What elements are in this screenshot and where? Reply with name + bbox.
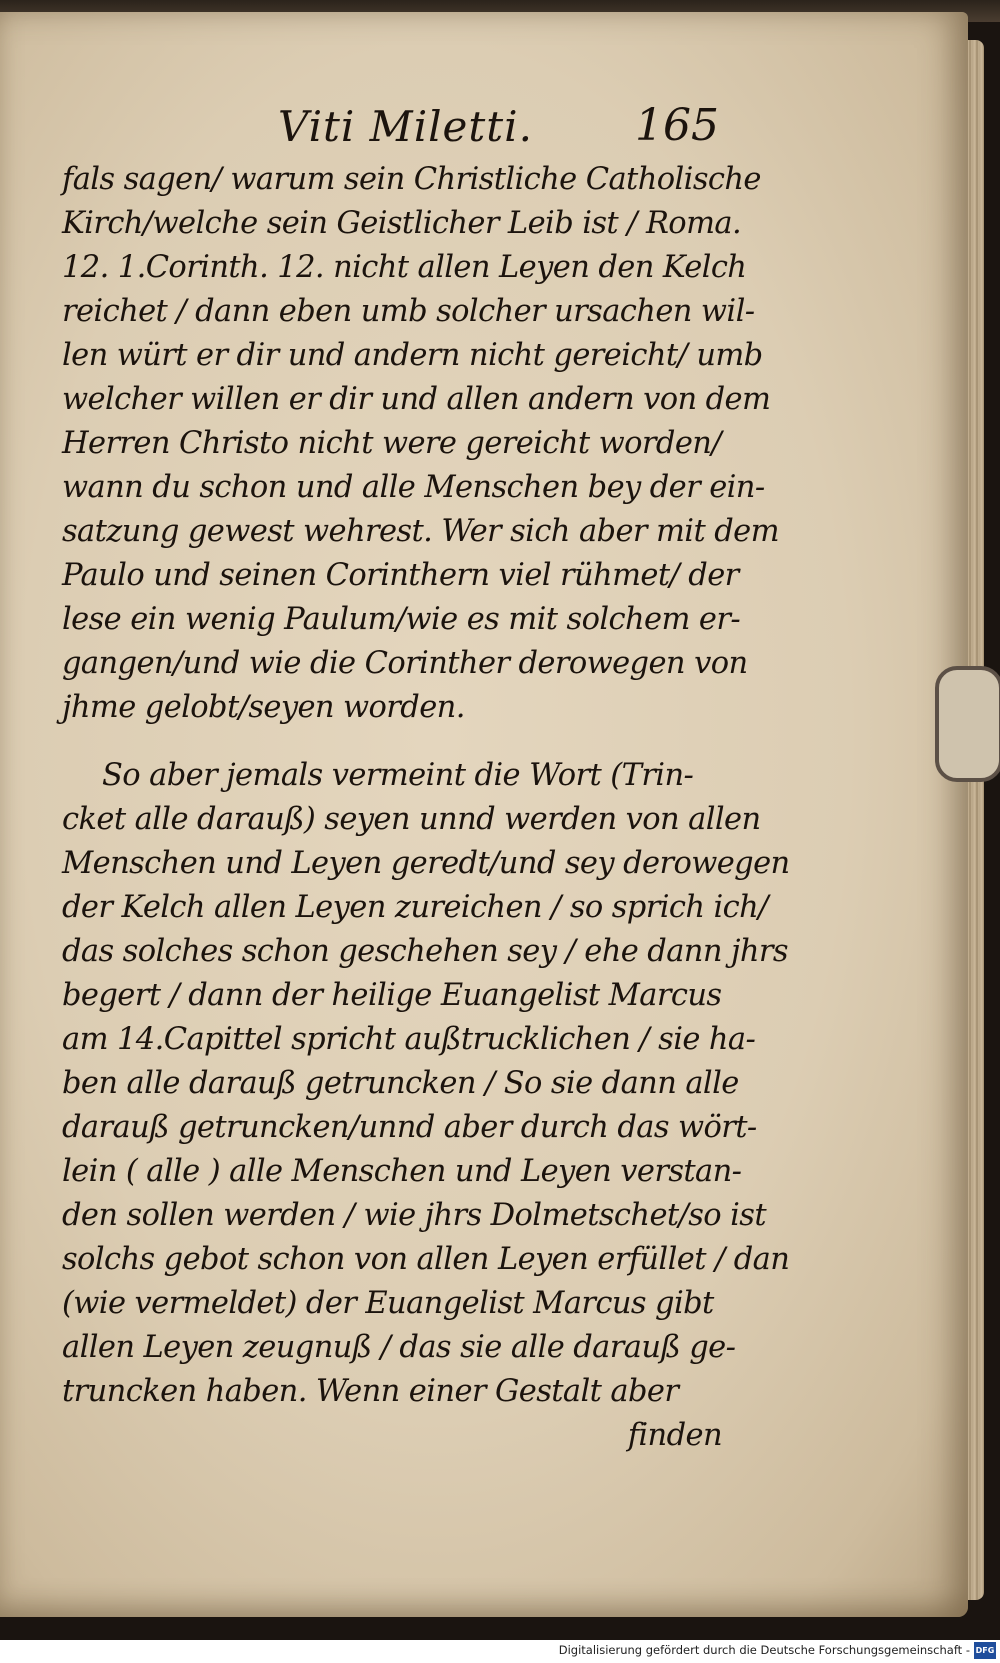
text-line: fals sagen/ warum sein Christliche Catholische (62, 162, 761, 197)
footer-bar (0, 1640, 1000, 1663)
text-line: welcher willen er dir und allen andern von dem (62, 382, 771, 417)
paragraph-1 (62, 158, 779, 730)
text-line: wann du schon und alle Menschen bey der ein- (62, 470, 765, 505)
page-clip-tab (935, 666, 1000, 782)
text-line: 12. 1.Corinth. 12. nicht allen Leyen den Kelch (62, 250, 747, 285)
text-line: am 14.Capittel spricht außtrucklichen / sie ha- (62, 1022, 756, 1057)
text-line: Menschen und Leyen geredt/und sey derowegen (62, 846, 790, 881)
text-line: cket alle darauß) seyen unnd werden von allen (62, 802, 761, 837)
text-block (62, 158, 790, 1458)
dfg-logo: DFG (974, 1642, 996, 1659)
page-header (60, 94, 730, 164)
text-line: ben alle darauß getruncken / So sie dann alle (62, 1066, 739, 1101)
text-line: lein ( alle ) alle Menschen und Leyen verstan- (62, 1154, 742, 1189)
text-line: allen Leyen zeugnuß / das sie alle darauß ge- (62, 1330, 736, 1365)
text-line: lese ein wenig Paulum/wie es mit solchem er- (62, 602, 741, 637)
page-number: 165 (635, 100, 719, 151)
text-line: reichet / dann eben umb solcher ursachen wil- (62, 294, 755, 329)
text-line: len würt er dir und andern nicht gereicht/ umb (62, 338, 763, 373)
text-line: (wie vermeldet) der Euangelist Marcus gibt (62, 1286, 714, 1321)
funding-credit: Digitalisierung gefördert durch die Deutsche Forschungsgemeinschaft - (558, 1643, 970, 1657)
text-line: Herren Christo nicht were gereicht worden/ (62, 426, 722, 461)
text-line: das solches schon geschehen sey / ehe dann jhrs (62, 934, 788, 969)
text-line: solchs gebot schon von allen Leyen erfüllet / dan (62, 1242, 790, 1277)
text-line: darauß getruncken/unnd aber durch das wört- (62, 1110, 757, 1145)
text-line: begert / dann der heilige Euangelist Marcus (62, 978, 722, 1013)
text-line: satzung gewest wehrest. Wer sich aber mit dem (62, 514, 779, 549)
text-line: gangen/und wie die Corinther derowegen von (62, 646, 748, 681)
text-line: der Kelch allen Leyen zureichen / so sprich ich/ (62, 890, 768, 925)
catchword: finden (627, 1418, 722, 1453)
text-line: So aber jemals vermeint die Wort (Trin- (102, 758, 694, 793)
text-line: den sollen werden / wie jhrs Dolmetschet/so ist (62, 1198, 767, 1233)
paragraph-2 (62, 754, 790, 1458)
text-line: Kirch/welche sein Geistlicher Leib ist / Roma. (62, 206, 742, 241)
book-page (0, 12, 968, 1617)
text-line: truncken haben. Wenn einer Gestalt aber (62, 1374, 679, 1409)
text-line: jhme gelobt/seyen worden. (62, 690, 465, 725)
text-line: Paulo und seinen Corinthern viel rühmet/ der (62, 558, 739, 593)
running-head: Viti Miletti. (278, 102, 533, 151)
